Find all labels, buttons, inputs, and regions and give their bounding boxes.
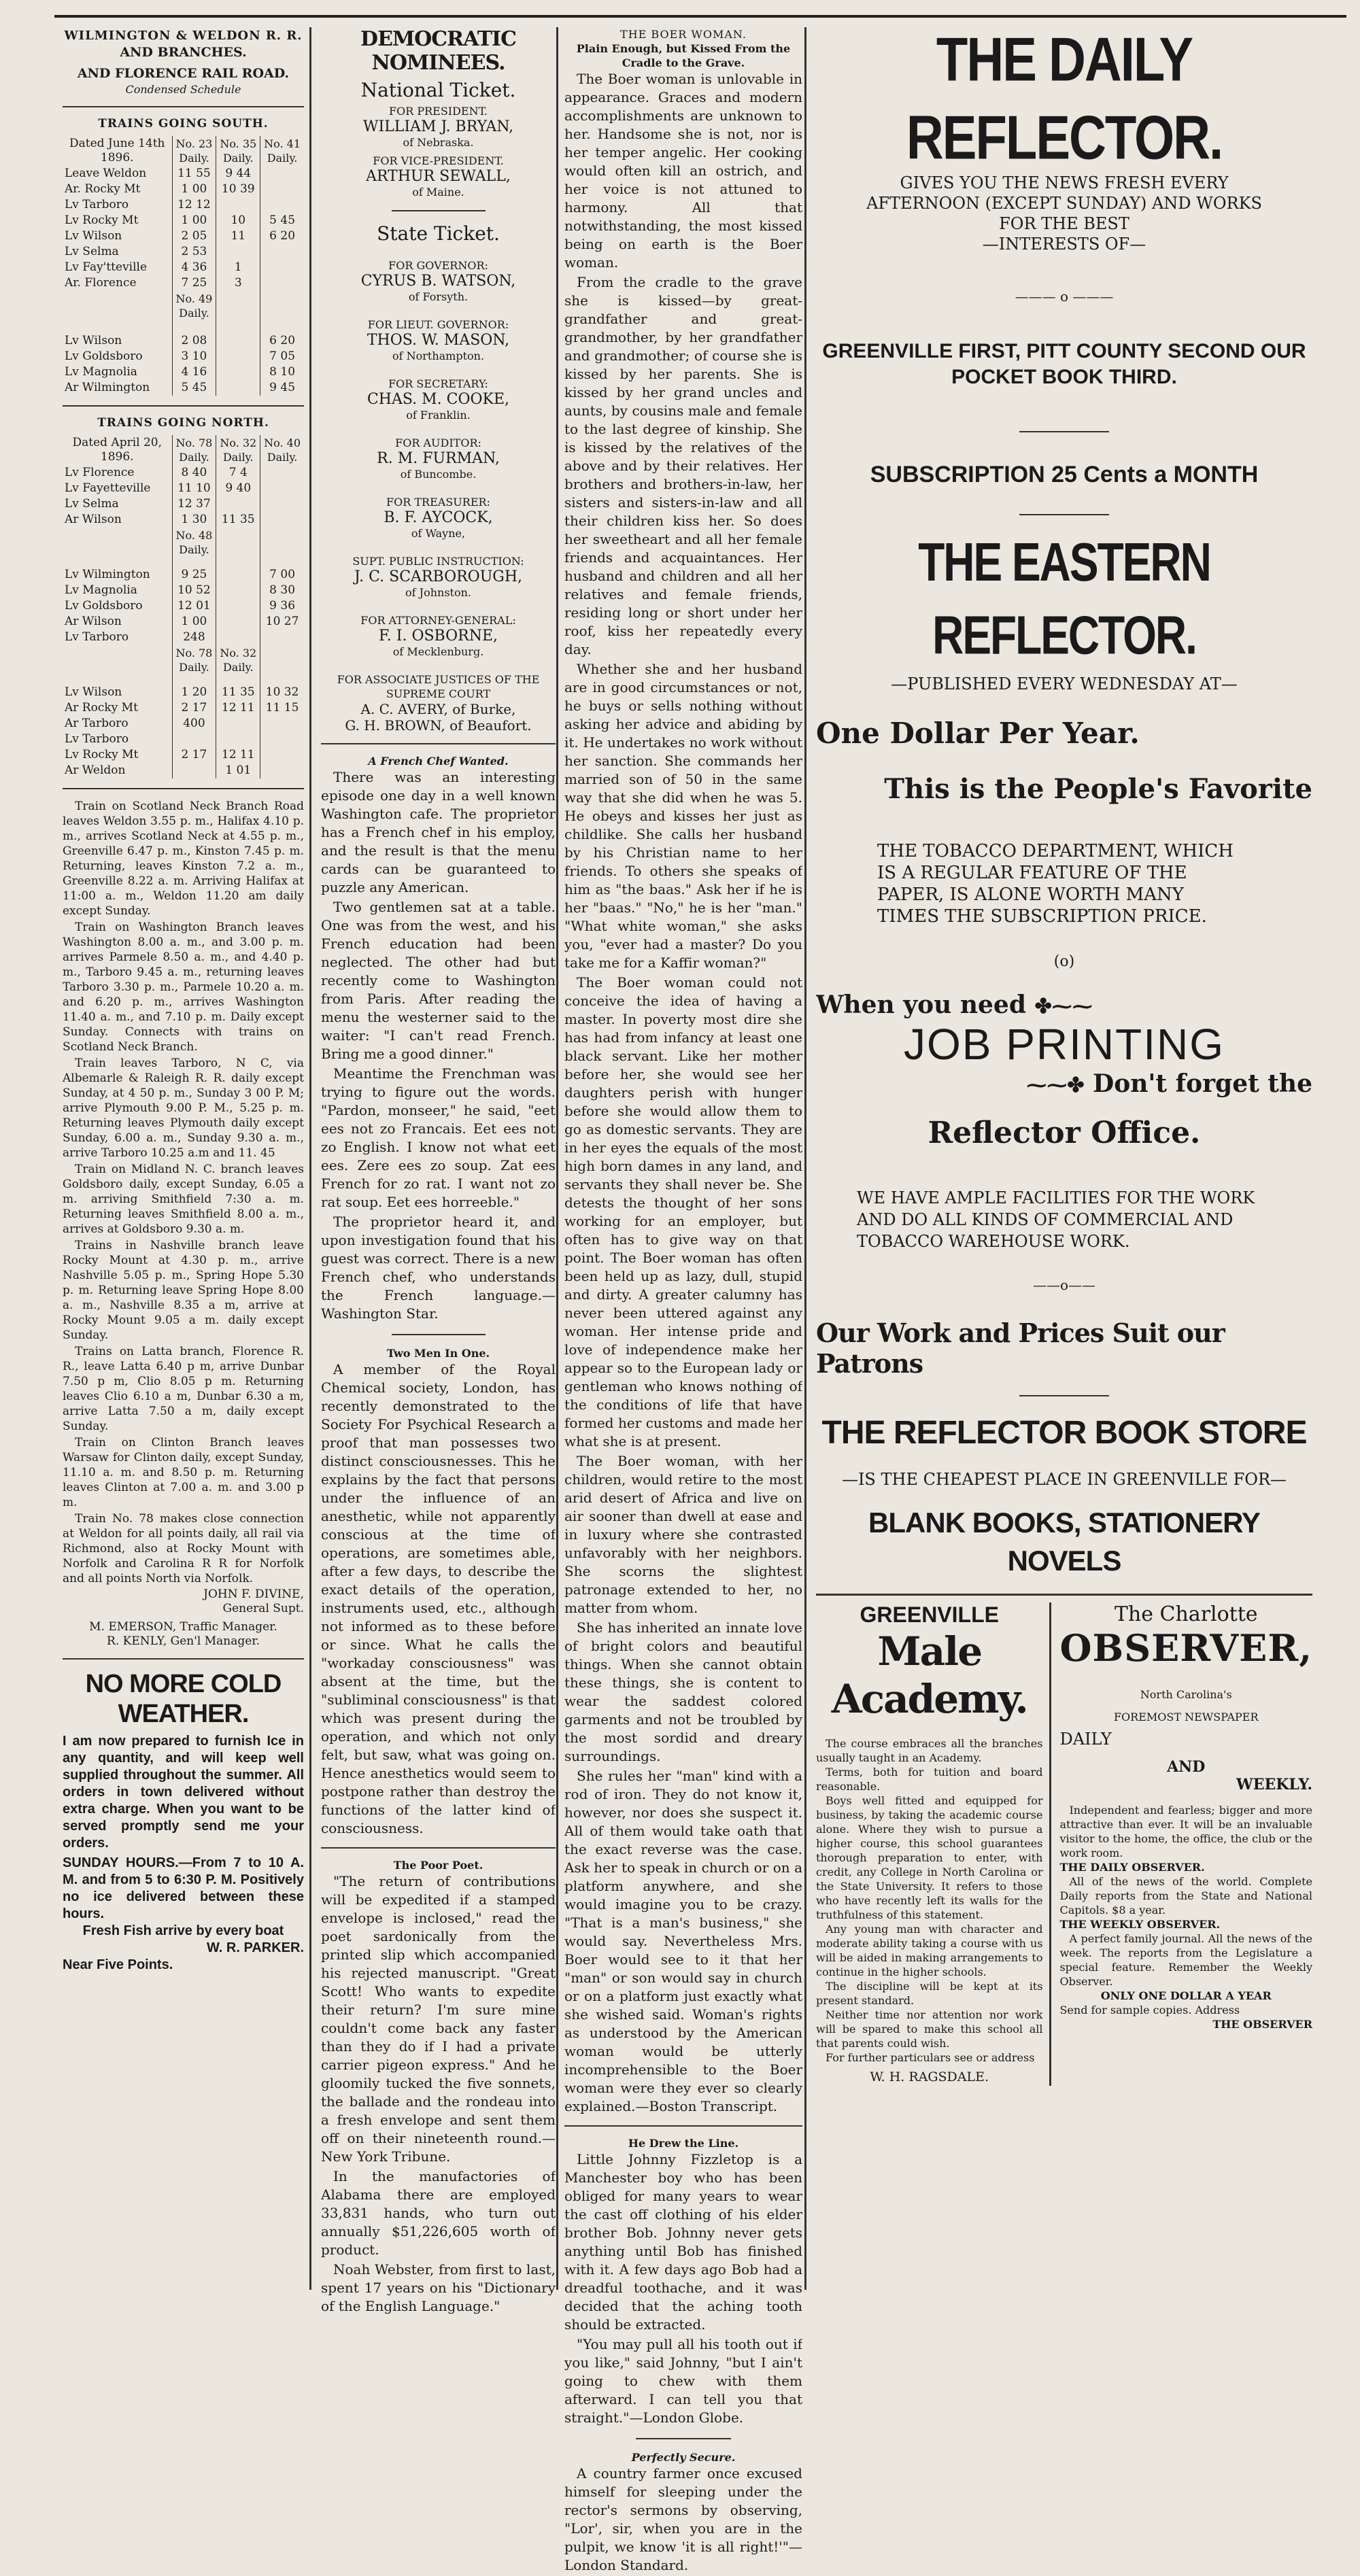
reflector-tagline: GIVES YOU THE NEWS FRESH EVERY AFTERNOON (EXCEPT SUNDAY) AND WORKS FOR THE BEST (866, 173, 1262, 233)
reflector-column (816, 27, 1312, 2086)
nominee-block: FOR PRESIDENT. WILLIAM J. BRYAN, of Nebraska. FOR VICE-PRESIDENT. ARTHUR SEWALL, of Maine. (362, 105, 514, 199)
academy-ad (816, 1602, 1051, 2086)
reflector-interests: —INTERESTS OF— (982, 235, 1146, 254)
french-chef-title: A French Chef Wanted. (368, 755, 509, 768)
divider (63, 788, 304, 789)
dated-label: Dated April 20, 1896. (72, 436, 163, 464)
table-row: Lv Tarboro 12 12 (63, 197, 304, 213)
column-rule-1 (309, 27, 311, 2290)
note: Train on Clinton Branch leaves Warsaw for Clinton daily, except Sunday, 11.10 a. m. and 8.50 p. m. Returning leaves Clinton at 7.00 a. m. and 3.00 p m. (63, 1436, 304, 1509)
railroad-title-3: AND FLORENCE RAIL ROAD. (77, 66, 290, 81)
french-chef-article: There was an interesting episode one day in a well known Washington cafe. The proprietor has a French chef in his employ, and the result is that the menu cards can be guaranteed to puzzle any American. Two gentlemen sat at a table. One was from the west, and his French education had been neglected. The other had but recently come to Washington from Paris. After reading the menu the westerner said to the waiter: "I can't read French. Bring me a good dinner." Meantime the Frenchman was trying to figure out the words. "Pardon, monseer," he said, "eet ees not zo Francais. Eet ees not zo English. I know not what eet ees. Zere ees zo soup. Zat ees French for zo rat. I want not zo rat soup. Eet ees horreeble." The proprietor heard it, and upon investigation found that his guest was correct. There is a new French chef, who understands the French language.—Washington Star. (321, 769, 556, 1322)
table-row: Ar Rocky Mt 2 17 12 11 11 15 (63, 700, 304, 716)
dated-label: Dated June 14th 1896. (69, 137, 165, 165)
published-weekly: —PUBLISHED EVERY WEDNESDAY AT— (891, 674, 1238, 693)
col-header: No. 32 Daily. (216, 435, 260, 465)
national-ticket: National Ticket. (360, 79, 516, 101)
table-row: Lv Goldsboro 12 01 9 36 (63, 598, 304, 614)
railroad-title-2: AND BRANCHES. (120, 45, 247, 60)
table-row: Lv Magnolia 4 16 8 10 (63, 364, 304, 380)
poor-poet-article: "The return of contributions will be expedited if a stamped envelope is inclosed," read the poet sardonically from the printed slip which accompanied his rejected manuscript. "Great Scott! Who wants to expedite their return? I'm sure mine couldn't come back any faster than they do if I had a private carrier pigeon express." And he gloomily tucked the five sonnets, the ballade and the rondeau into a fresh envelope and sent them off on their nineteenth round.—New York Tribune. In the manufactories of Alabama there are employed 33,831 hands, who turn out annually $51,226,605 worth of product. Noah Webster, from first to last, spent 17 years on his "Dictionary of the English Language." (321, 1873, 556, 2314)
academy-title-2: Male Academy. (831, 1628, 1027, 1722)
daily-reflector-title: THE DAILY REFLECTOR. (906, 27, 1223, 173)
boer-column (564, 27, 802, 2576)
observer-address: THE OBSERVER (1212, 2018, 1312, 2031)
job-printing: JOB PRINTING (903, 1020, 1225, 1069)
observer-weekly: WEEKLY. (1236, 1776, 1312, 1793)
trains-north-heading: TRAINS GOING NORTH. (97, 416, 269, 430)
ice-ad-fish: Fresh Fish arrive by every boat (82, 1923, 284, 1938)
table-row: Lv Goldsboro 3 10 7 05 (63, 349, 304, 364)
observer-sub-1: North Carolina's (1140, 1688, 1232, 1701)
col-header: No. 35 Daily. (216, 136, 260, 166)
col-header: No. 23 Daily. (172, 136, 216, 166)
divider-mark: ——— o ——— (1015, 288, 1114, 305)
divider-o: (o) (1053, 953, 1075, 970)
note: Train on Washington Branch leaves Washington 8.00 a. m., and 3.00 p. m. arrives Parmele 8.50 a. m., and 4.40 p. m., Tarboro 9.45 a. m., returning leaves Tarboro 3.30 p. m., Parmele 10.20 a. m. and 6.20 p. m., arrives Washington 11.40 a. m., and 7.10 p. m. Daily except Sunday. Connects with trains on Scotland Neck Branch. (63, 921, 304, 1054)
two-men-title: Two Men In One. (386, 1347, 490, 1360)
subscription-line: SUBSCRIPTION 25 Cents a MONTH (870, 462, 1259, 487)
observer-daily: DAILY (1059, 1730, 1112, 1749)
divider (636, 2438, 731, 2439)
boer-title: THE BOER WOMAN. (620, 28, 747, 41)
note: Trains on Latta branch, Florence R. R., leave Latta 6.40 p m, arrive Dunbar 7.50 p m, Clio 8.05 p m. Returning leaves Clio 6.10 a m, Dunbar 6.30 a m, arrive Latta 7.50 a m, daily except Sunday. (63, 1345, 304, 1433)
work-prices: Our Work and Prices Suit our Patrons (816, 1318, 1225, 1379)
academy-title-1: GREENVILLE (860, 1602, 999, 1627)
secure-article: A country farmer once excused himself for sleeping under the rector's sermons by observing, "Lor', sir, when you are in the pulpit, we know 'it is all right!'"—London Standard. (564, 2465, 802, 2573)
table-row: Lv Rocky Mt 2 17 12 11 (63, 747, 304, 763)
divider-mark: ——o—— (1032, 1277, 1096, 1293)
table-row: Ar. Rocky Mt 1 00 10 39 (63, 182, 304, 197)
academy-principal: W. H. RAGSDALE. (870, 2070, 989, 2084)
ornament-icon: ⁓⁓✤ (1026, 1074, 1085, 1097)
observer-ad (1051, 1602, 1312, 2086)
note: Trains in Nashville branch leave Rocky Mount at 4.30 p. m., arrive Nashville 5.05 p. m., Spring Hope 5.30 p. m. Returning leave Spring Hope 8.00 a. m., Nashville 8.35 a m, arrive at Rocky Mount 9.05 a m. daily except Sunday. (63, 1239, 304, 1342)
observer-sub-2: FOREMOST NEWSPAPER (1113, 1711, 1259, 1723)
eastern-reflector-title: THE EASTERN REFLECTOR. (918, 531, 1210, 666)
table-row: Ar Wilmington 5 45 9 45 (63, 380, 304, 396)
col-header: No. 48 Daily. (172, 528, 216, 567)
ample-facilities: WE HAVE AMPLE FACILITIES FOR THE WORK AND DO ALL KINDS OF COMMERCIAL AND TOBACCO WAREHOUSE WORK. (857, 1188, 1255, 1251)
divider (63, 1658, 304, 1660)
academy-body: The course embraces all the branches usually taught in an Academy. Terms, both for tuition and board reasonable. Boys well fitted and equipped for business, by taking the academic course alone. Where they wish to pursue a higher course, this school guarantees thorough preparation to enter, with credit, any College in North Carolina or the State University. It refers to those who have recently left its walls for the truthfulness of this statement. Any young man with character and moderate ability taking a course with us will be aided in making arrangements to continue in the higher schools. The discipline will be kept at its present standard. Neither time nor attention nor work will be spared to make this school all that parents could wish. For further particulars see or address (816, 1737, 1043, 2064)
table-row: Ar. Florence 7 25 3 (63, 275, 304, 291)
bottom-ads (816, 1602, 1312, 2086)
state-nominees: FOR GOVERNOR: CYRUS B. WATSON, of Forsyth. FOR LIEUT. GOVERNOR: THOS. W. MASON, of Northampton. FOR SECRETARY: CHAS. M. COOKE, of Franklin. FOR AUDITOR: R. M. FURMAN, of Buncombe. FOR TREASURER: B. F. AYCOCK, of Wayne, SUPT. PUBLIC INSTRUCTION: J. C. SCARBOROUGH, of Johnston. FOR ATTORNEY-GENERAL: F. I. OSBORNE, of Mecklenburg. FOR ASSOCIATE JUSTICES OF THE SUPREME COURT A. C. AVERY, of Burke, G. H. BROWN, of Beaufort. (337, 259, 540, 734)
note: Train on Scotland Neck Branch Road leaves Weldon 3.55 p. m., Halifax 4.10 p. m., arrives Scotland Neck at 4.55 p. m., Greenville 6.47 p. m., Kinston 7.45 p. m. Returning, leaves Kinston 7.2 a. m., Greenville 8.22 a. m. Arriving Halifax at 11:00 a. m., Weldon 11.20 am daily except Sunday. (63, 800, 304, 918)
traffic-manager: M. EMERSON, Traffic Manager. (89, 1620, 277, 1634)
south-schedule-table (63, 136, 304, 396)
table-row: Lv Rocky Mt 1 00 10 5 45 (63, 213, 304, 228)
table-row: Ar Tarboro 400 (63, 716, 304, 732)
table-row: Lv Tarboro 248 (63, 630, 304, 645)
table-row: Lv Wilson 1 20 11 35 10 32 (63, 685, 304, 700)
poor-poet-title: The Poor Poet. (393, 1859, 483, 1872)
divider (63, 405, 304, 407)
blank-books: BLANK BOOKS, STATIONERY NOVELS (868, 1507, 1260, 1577)
ice-ad-hours: SUNDAY HOURS.—From 7 to 10 A. M. and from 5 to 6:30 P. M. Positively no ice delivered between these hours. (63, 1855, 304, 1921)
ice-ad-name: W. R. PARKER. (207, 1940, 304, 1955)
divider (816, 1594, 1312, 1596)
divider (1019, 1395, 1108, 1396)
table-row: Lv Wilmington 9 25 7 00 (63, 567, 304, 583)
divider (1019, 431, 1108, 432)
table-row: Lv Tarboro (63, 732, 304, 747)
column-rule-3 (804, 27, 806, 2290)
column-rule-2 (556, 27, 558, 2290)
col-header: No. 78 Daily. (172, 645, 216, 685)
dont-forget-text: Don't forget the (1093, 1069, 1312, 1098)
signature: JOHN F. DIVINE, (203, 1587, 304, 1601)
table-row: Lv Fay'tteville 4 36 1 (63, 260, 304, 275)
observer-title-2: OBSERVER, (1059, 1626, 1312, 1670)
peoples-favorite: This is the People's Favorite (884, 773, 1312, 805)
divider (321, 743, 556, 744)
table-row: Lv Wilson 2 05 11 6 20 (63, 228, 304, 244)
signature-title: General Supt. (222, 1602, 304, 1615)
boer-article: The Boer woman is unlovable in appearance. Graces and modern accomplishments are unknown to her. Handsome she is not, nor is her temper angelic. Her cooking would often kill an ostrich, and her voice is not attuned to harmony. All that notwithstanding, the most kissed being on earth is the Boer woman. From the cradle to the grave she is kissed—by great-grandfather and great-grandmother, by her grandfather and grandmother; of course she is kissed by her parents. She is kissed by her grand uncles and aunts, by cousins male and female to the last degree of kinship. She is kissed by the relatives of the above and by their relatives. Her brothers and brothers-in-law, her sisters and sisters-in-law and all their children kiss her. So does her sweetheart and all her female friends and acquaintances. Her husband and children and all her relatives and female friends, residing long or short under her roof, kiss her repeatedly every day. Whether she and her husband are in good circumstances or not, he buys or sells nothing without asking her advice and abiding by it. He undertakes no work without her sanction. She commands her married son of 50 in the same way that she did when he was 5. He obeys and kisses her just as childlike. She calls her husband by his Christian name to her friends. To others she speaks of him as "the baas." Ask her if he is her "baas." "No," he is her "man." "What white woman," she asks you, "ever had a master? Do you take me for a Kaffir woman?" The Boer woman could not conceive the idea of having a master. In poverty most dire she has had from infancy at least one black servant. Like her mother before her, she would see her daughters perish with hunger before she would allow them to go as domestic servants. They are in her eyes the equals of the most high born dames in any land, and servants they shall never be. She detests the thought of her sons working for an employer, but often has to give way on that point. The Boer woman has often been held up as lazy, dull, stupid and dirty. A greater calumny has never been uttered against any woman. Her intense pride and love of independence make her appear so to the European lady or gentleman who knows nothing of the conditions of life that have formed her customs and made her what she is at present. The Boer woman, with her children, would retire to the most arid desert of Africa and live on air sooner than dwell at ease and in luxury where she contrasted unfavorably with her neighbors. She scorns the slightest patronage extended to her, no matter from whom. She has inherited an innate love of bright colors and beautiful things. When she cannot obtain these things, she is content to wear the saddest colored garments and not be troubled by the most sordid and dreary surroundings. She rules her "man" kind with a rod of iron. They do not know it, however, nor does she suspect it. All of them would take oath that the exact reverse was the case. Ask her to speak in church or on a platform anywhere, and she would imagine you to be crazy. "That is a man's business," she would say. Nevertheless Mrs. Boer would see to it that her "man" or son would say in church or on a platform just exactly what she wished said. Woman's rights as understood by the American woman would be utterly incomprehensible to the Boer woman were they ever so clearly explained.—Boston Transcript. (564, 71, 802, 2114)
table-row: Lv Wilson 2 08 6 20 (63, 333, 304, 349)
secure-title: Perfectly Secure. (631, 2451, 736, 2464)
railroad-subtitle: Condensed Schedule (125, 83, 241, 96)
dont-forget (816, 1069, 1312, 1098)
observer-body: Independent and fearless; bigger and more attractive than ever. It will be an invaluable visitor to the home, the office, the club or the work room. THE DAILY OBSERVER. All of the news of the world. Complete Daily reports from the State and National Capitols. $8 a year. THE WEEKLY OBSERVER. A perfect family journal. All the news of the week. The reports from the Legislature a special feature. Remember the Weekly Observer. ONLY ONE DOLLAR A YEAR Send for sample copies. Address (1059, 1804, 1312, 2016)
when-you-need (816, 991, 1312, 1019)
ice-ad (63, 1669, 304, 1974)
ice-ad-body: I am now prepared to furnish Ice in any quantity, and will keep well supplied throughout the summer. All orders in town delivered without extra charge. When you want to be served promptly send me your orders. (63, 1734, 304, 1851)
divider (1019, 514, 1108, 515)
state-ticket: State Ticket. (377, 222, 500, 245)
railroad-column (63, 27, 304, 1974)
table-row: Lv Fayetteville 11 10 9 40 (63, 481, 304, 496)
when-you-need-text: When you need (816, 991, 1027, 1019)
note: Train No. 78 makes close connection at Weldon for all points daily, all rail via Richmond, also at Rocky Mount with Norfolk and Carolina R R for Norfolk and all points North via Norfolk. (63, 1512, 304, 1585)
two-men-article: A member of the Royal Chemical society, London, has recently demonstrated to the Society For Psychical Research a proof that man possesses two distinct consciousnesses. This he explains by the fact that persons under the influence of an anesthetic, while not apparently conscious at the time of operations, are sometimes able, after a few days, to describe the exact details of the operation, instruments used, etc., although not informed as to these before or since. What he calls the "workaday consciousness" was absent at the time, but the "subliminal consciousness" is that which was present during the operation, and which not only felt, but saw, what was going on. Hence anesthetics would seem to postpone rather than destroy the functions of the latter kind of consciousness. (321, 1361, 556, 1836)
cheapest-place: —IS THE CHEAPEST PLACE IN GREENVILLE FOR— (841, 1470, 1287, 1489)
general-manager: R. KENLY, Gen'l Manager. (107, 1634, 260, 1648)
ice-ad-place: Near Five Points. (63, 1957, 173, 1972)
table-row: Ar Wilson 1 00 10 27 (63, 614, 304, 630)
nominees-title: DEMOCRATIC NOMINEES. (360, 27, 516, 75)
railroad-title: WILMINGTON & WELDON R. R. (64, 29, 303, 43)
nominees-column (321, 27, 556, 2317)
divider (321, 1847, 556, 1849)
table-row: Ar Wilson 1 30 11 35 (63, 512, 304, 528)
top-rule (54, 15, 1346, 18)
boer-subtitle: Plain Enough, but Kissed From the Cradle to the Grave. (576, 42, 791, 69)
note: Train leaves Tarboro, N C, via Albemarle & Raleigh R. R. daily except Sunday, at 4 50 p. m., Sunday 3 00 P. M; arrive Plymouth 9.00 P. M., 5.25 p. m. Returning leaves Plymouth daily except Sunday, 6.00 a. m., Sunday 9.30 a. m., arrive Tarboro 10.25 a.m and 11. 45 (63, 1057, 304, 1160)
table-row: Lv Selma 12 37 (63, 496, 304, 512)
table-row: Lv Florence 8 40 7 4 (63, 465, 304, 481)
ice-ad-title: NO MORE COLD WEATHER. (85, 1670, 282, 1728)
drew-line-article: Little Johnny Fizzletop is a Manchester boy who has been obliged for many years to wear the cast off clothing of his elder brother Bob. Johnny never gets anything until Bob has finished with it. A few days ago Bob had a dreadful toothache, and it was decided that the aching tooth should be extracted. "You may pull all his tooth out if you like," said Johnny, "but I ain't going to chew with them afterward. I can tell you that straight."—London Globe. (564, 2151, 802, 2426)
table-row: Lv Magnolia 10 52 8 30 (63, 583, 304, 598)
col-header: No. 41 Daily. (260, 136, 304, 166)
tobacco-department: THE TOBACCO DEPARTMENT, WHICH IS A REGULAR FEATURE OF THE PAPER, IS ALONE WORTH MANY TIMES THE SUBSCRIPTION PRICE. (877, 841, 1234, 927)
drew-line-title: He Drew the Line. (628, 2137, 739, 2150)
note: Train on Midland N. C. branch leaves Goldsboro daily, except Sunday, 6.05 a m. arriving Smithfield 7:30 a. m. Returning leaves Smithfield 8.00 a. m., arrives at Goldsboro 9.30 a. m. (63, 1163, 304, 1236)
col-header: No. 32 Daily. (216, 645, 260, 685)
observer-title-1: The Charlotte (1114, 1602, 1258, 1626)
divider (392, 1334, 486, 1335)
divider (63, 106, 304, 107)
observer-and: AND (1167, 1758, 1206, 1776)
book-store: THE REFLECTOR BOOK STORE (821, 1415, 1307, 1451)
ornament-icon: ✤⁓⁓ (1034, 995, 1093, 1018)
col-header: No. 49 Daily. (172, 291, 216, 333)
divider (392, 210, 486, 211)
col-header: No. 40 Daily. (260, 435, 304, 465)
col-header: No. 78 Daily. (172, 435, 216, 465)
divider (564, 2125, 802, 2127)
north-schedule-table (63, 435, 304, 778)
table-row: Ar Weldon 1 01 (63, 763, 304, 778)
table-row: Leave Weldon 11 55 9 44 (63, 166, 304, 182)
reflector-office: Reflector Office. (928, 1116, 1201, 1150)
greenville-first: GREENVILLE FIRST, PITT COUNTY SECOND OUR POCKET BOOK THIRD. (822, 340, 1306, 388)
railroad-notes (63, 799, 304, 1586)
table-row: Lv Selma 2 53 (63, 244, 304, 260)
dollar-per-year: One Dollar Per Year. (816, 717, 1140, 750)
trains-south-heading: TRAINS GOING SOUTH. (98, 117, 269, 131)
